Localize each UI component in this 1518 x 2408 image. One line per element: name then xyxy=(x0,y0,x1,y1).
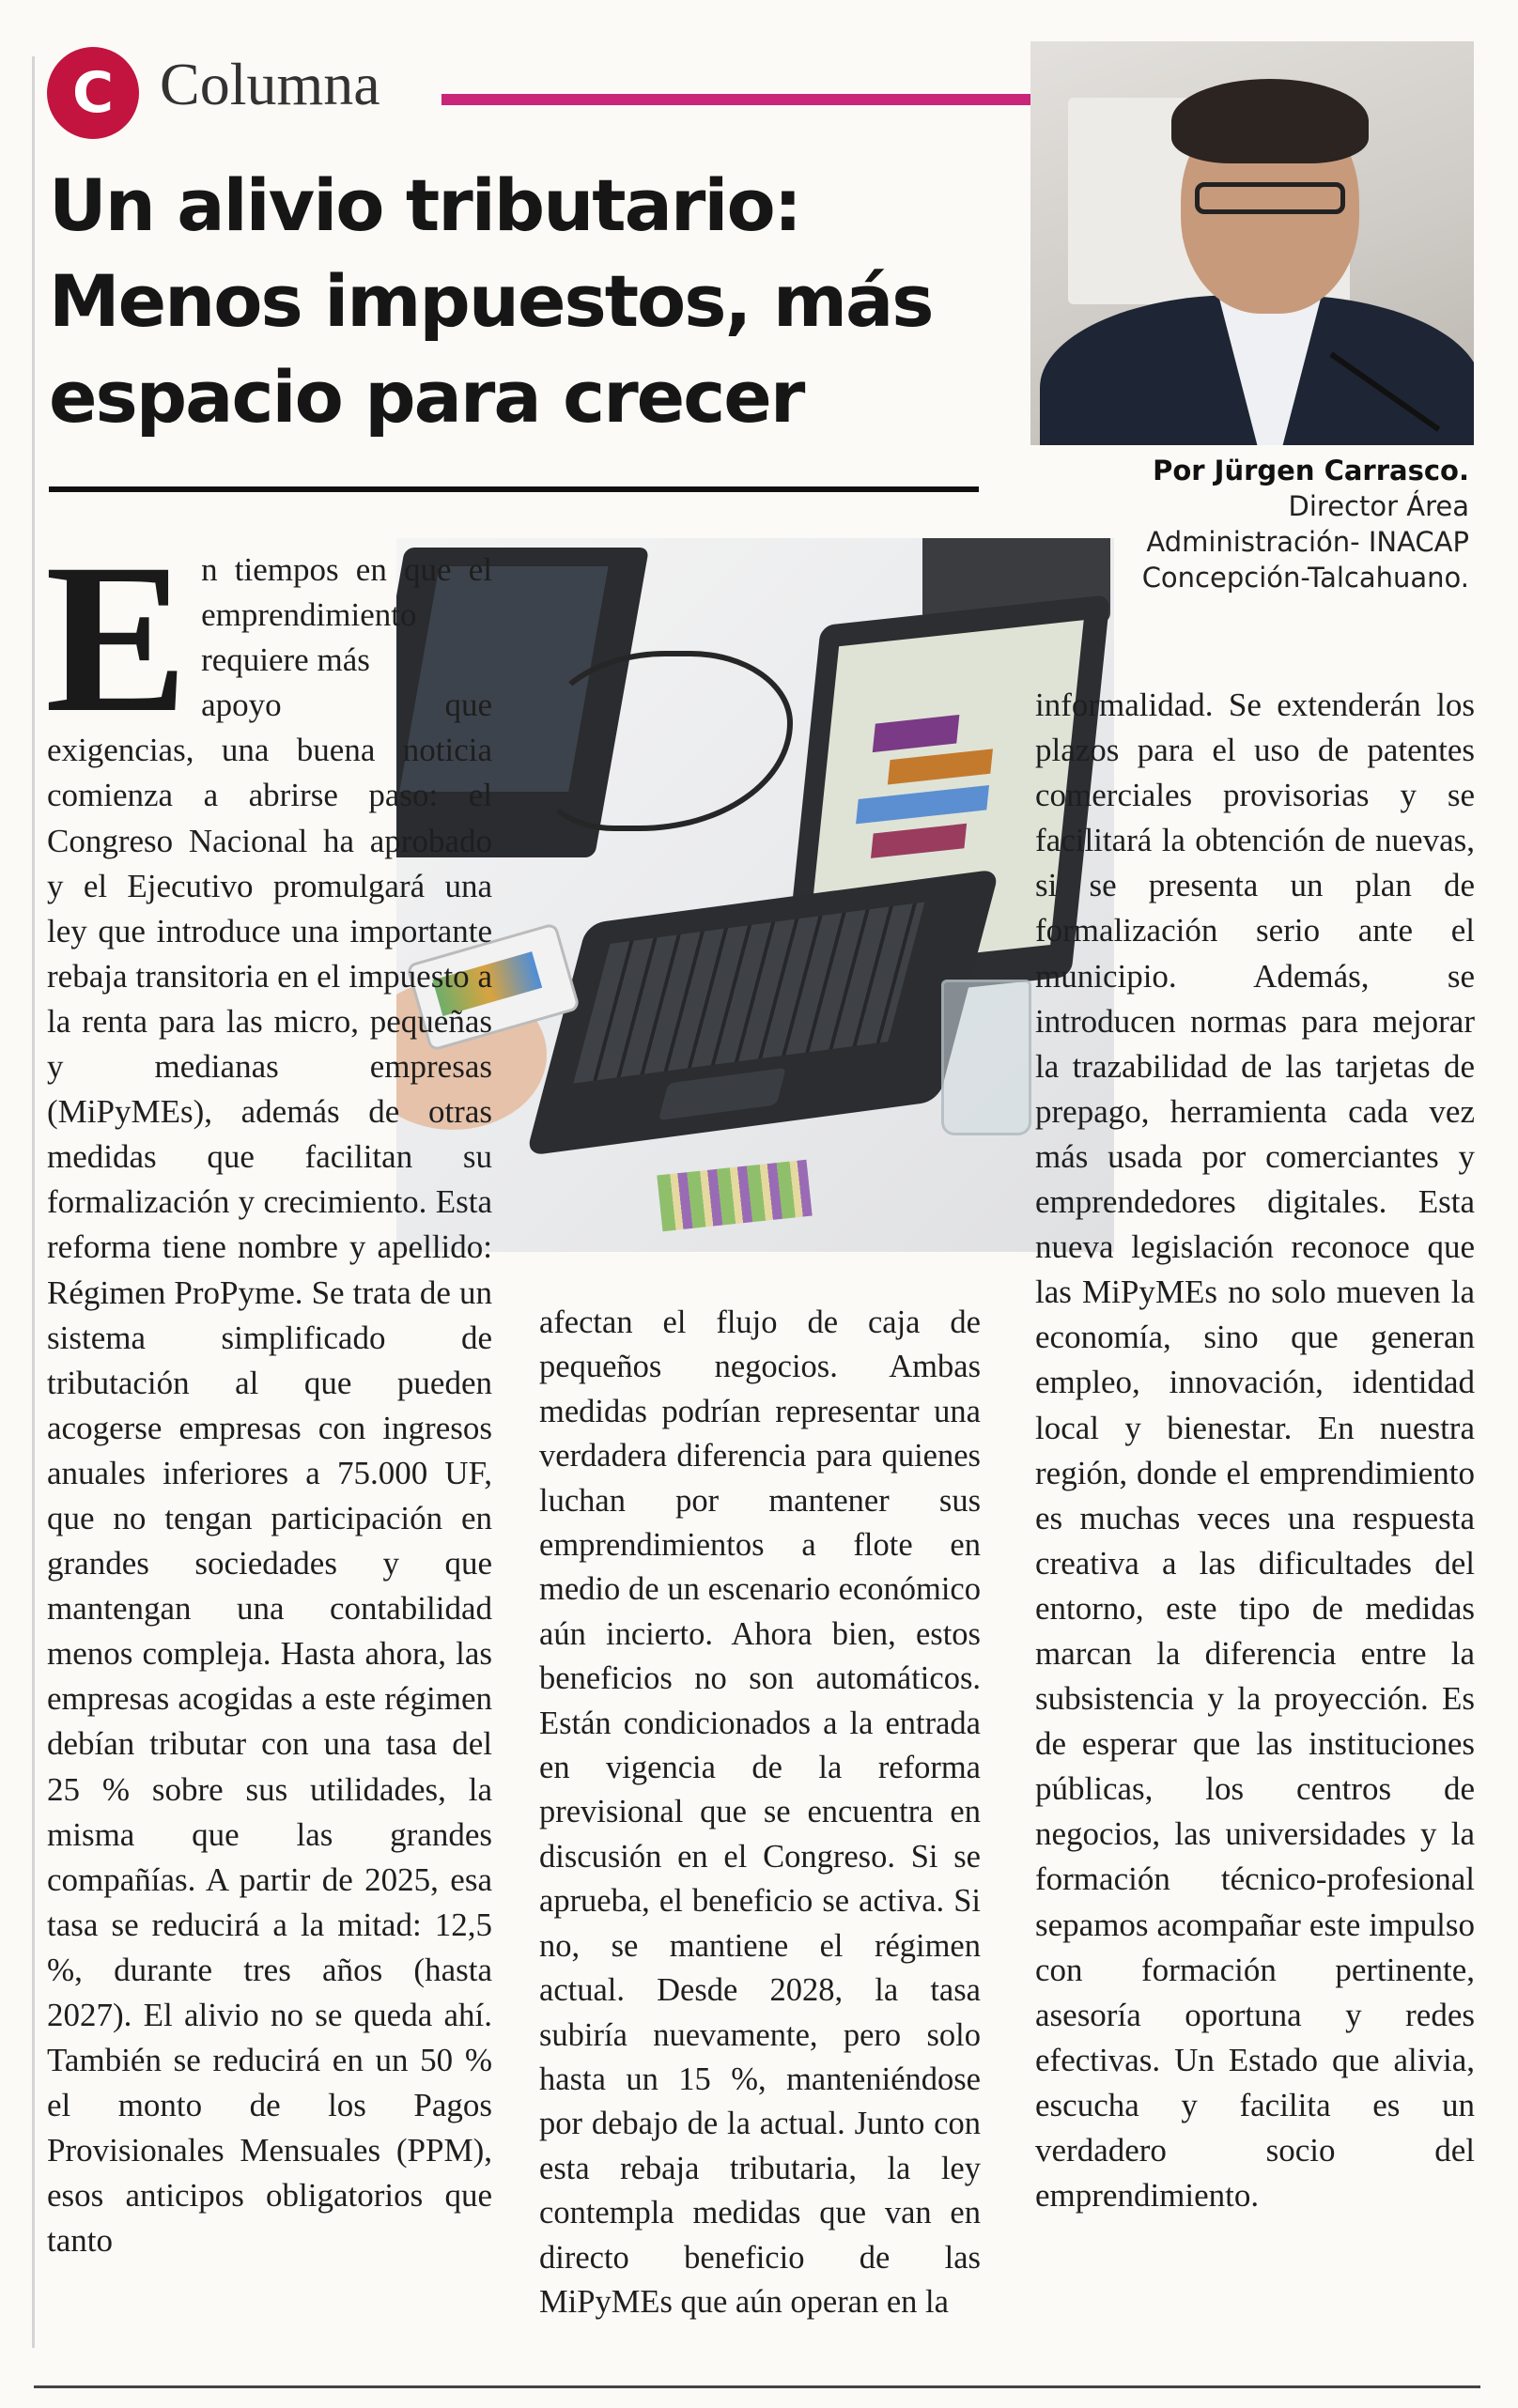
section-rule xyxy=(441,94,1035,105)
headline xyxy=(49,158,1026,445)
author-role-line-1: Director Área xyxy=(1288,490,1469,522)
headline-line-2: Menos impuestos, más xyxy=(49,259,933,343)
column-3-text: informalidad. Se extenderán los plazos para el uso de patentes comerciales provisorias y se facilitará la obtención de nuevas, si se presenta un plan de formalización serio ante el municipio. Además, se introducen normas para mejorar la trazabilidad de las tarjetas de prepago, herramienta cada vez más usada por comerciantes y emprendedores digitales. Esta nueva legislación reconoce que las MiPyMEs no solo mueven la economía, sino que generan empleo, innovación, identidad local y bienestar. En nuestra región, donde el emprendimiento es muchas veces una respuesta creativa a las dificultades del entorno, este tipo de medidas marcan la diferencia entre la subsistencia y la proyección. Es de esperar que las instituciones públicas, los centros de negocios, las universidades y la formación técnico-profesional sepamos acompañar este impulso con formación pertinente, asesoría oportuna y redes efectivas. Un Estado que alivia, escucha y facilita es un verdadero socio del emprendimiento. xyxy=(1035,687,1475,2215)
column-2-text: afectan el flujo de caja de pequeños negocios. Ambas medidas podrían representar una verdadera diferencia para quienes luchan por mantener sus emprendimientos a flote en medio de un escenario económico aún incierto. Ahora bien, estos beneficios no son automáticos. Están condicionados a la entrada en vigencia de la reforma previsional que se encuentra en discusión en el Congreso. Si se aprueba, el beneficio se activa. Si no, se mantiene el régimen actual. Desde 2028, la tasa subiría nuevamente, pero solo hasta un 15 %, manteniéndose por debajo de la actual. Junto con esta rebaja tributaria, la ley contempla medidas que van en directo beneficio de las MiPyMEs que aún operan en la xyxy=(539,1304,981,2320)
column-badge-icon: C xyxy=(47,47,139,139)
headline-line-3: espacio para crecer xyxy=(49,355,804,439)
column-1-lead: n tiempos en que el emprendimiento requiere más xyxy=(201,551,492,679)
headline-line-1: Un alivio tributario: xyxy=(49,163,801,247)
headline-underline xyxy=(49,486,979,492)
article-column-3 xyxy=(1035,683,1475,2218)
left-border-rule xyxy=(32,56,35,2348)
byline xyxy=(1142,453,1469,595)
drop-cap: E xyxy=(45,520,189,757)
article-column-1 xyxy=(45,520,492,2264)
article-photo xyxy=(396,538,1114,1252)
bottom-rule xyxy=(34,2385,1480,2388)
author-role-line-2: Administración- INACAP xyxy=(1146,526,1469,558)
section-label: Columna xyxy=(160,51,380,117)
author-role-line-3: Concepción-Talcahuano. xyxy=(1141,562,1469,594)
column-1-text: apoyo que exigencias, una buena noticia comienza a abrirse paso: el Congreso Nacional ha aprobado y el Ejecutivo promulgará una ley que introduce una importante rebaja transitoria en el impuesto a la renta para las micro, pequeñas y medianas empresas (MiPyMEs), además de otras medidas que facilitan su formalización y crecimiento. Esta reforma tiene nombre y apellido: Régimen ProPyme. Se trata de un sistema simplificado de tributación al que pueden acogerse empresas con ingresos anuales inferiores a 75.000 UF, que no tengan participación en grandes sociedades y que mantengan una contabilidad menos compleja. Hasta ahora, las empresas acogidas a este régimen debían tributar con una tasa del 25 % sobre sus utilidades, la misma que las grandes compañías. A partir de 2025, esa tasa se reducirá a la mitad: 12,5 %, durante tres años (hasta 2027). El alivio no se queda ahí. También se reducirá en un 50 % el monto de los Pagos Provisionales Mensuales (PPM), esos anticipos obligatorios que tanto xyxy=(47,687,492,2260)
article-column-2 xyxy=(539,1301,981,2324)
author-photo xyxy=(1030,41,1474,445)
author-name: Por Jürgen Carrasco. xyxy=(1153,455,1469,486)
